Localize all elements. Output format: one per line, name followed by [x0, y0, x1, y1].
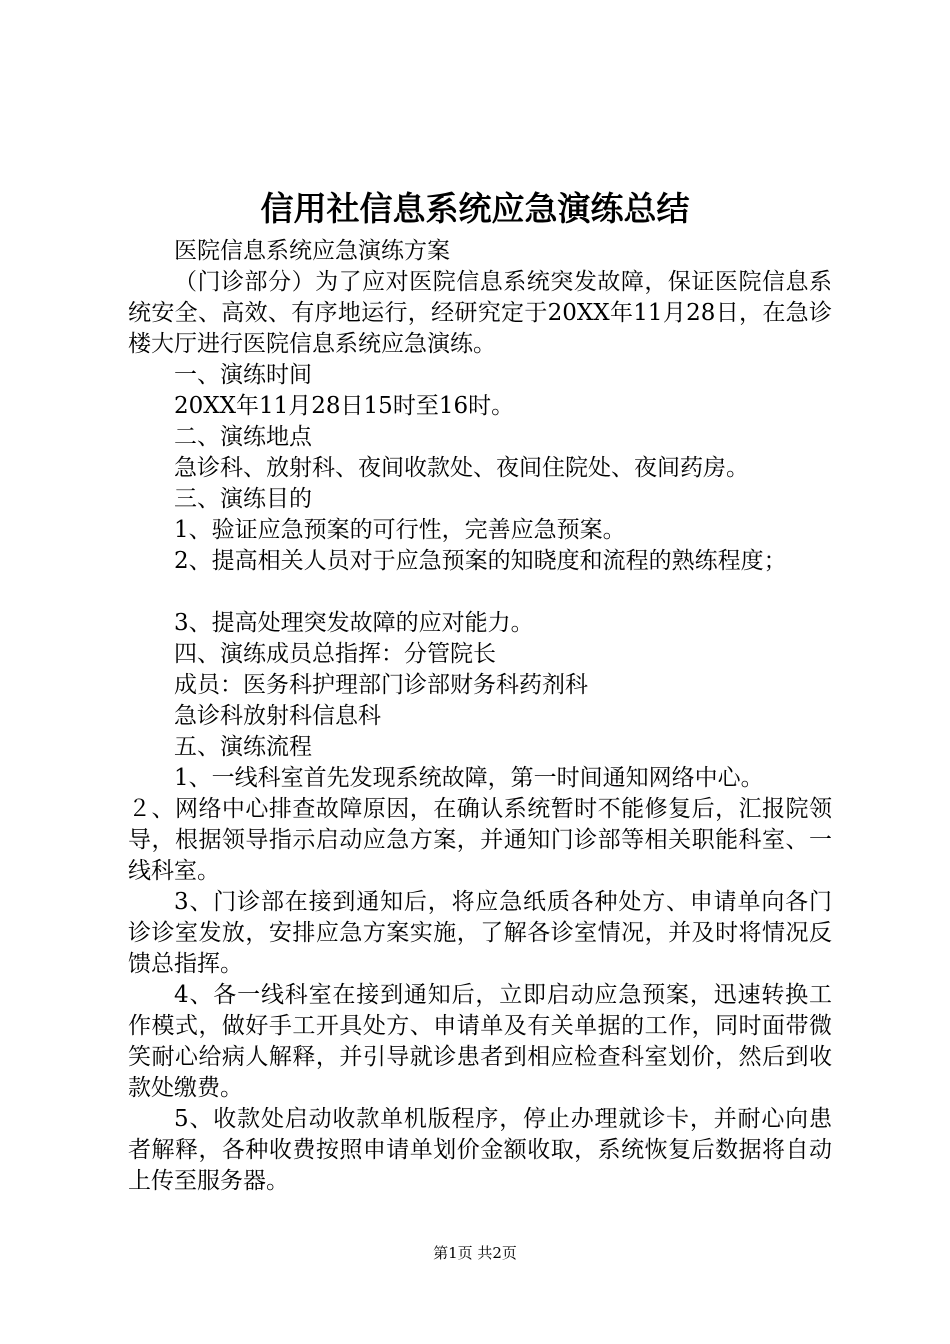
section-heading: 五、演练流程	[174, 734, 312, 760]
section-heading: 四、演练成员总指挥：分管院长	[174, 641, 496, 667]
paragraph: 3、提高处理突发故障的应对能力。	[174, 610, 534, 636]
paragraph: 2、提高相关人员对于应急预案的知晓度和流程的熟练程度；	[174, 548, 787, 574]
blank-line	[128, 577, 832, 608]
paragraph: 4、各一线科室在接到通知后，立即启动应急预案，迅速转换工作模式，做好手工开具处方、申请单及有关单据的工作，同时面带微笑耐心给病人解释，并引导就诊患者到相应检查科室划价，然后到收款处缴费。	[128, 982, 832, 1101]
paragraph: 急诊科、放射科、夜间收款处、夜间住院处、夜间药房。	[174, 455, 749, 481]
paragraph: 5、收款处启动收款单机版程序，停止办理就诊卡，并耐心向患者解释，各种收费按照申请单划价金额收取，系统恢复后数据将自动上传至服务器。	[128, 1106, 832, 1194]
section-heading: 一、演练时间	[174, 362, 312, 388]
paragraph: 1、一线科室首先发现系统故障，第一时间通知网络中心。	[174, 765, 764, 791]
section-heading: 三、演练目的	[174, 486, 312, 512]
document-body	[128, 236, 832, 1197]
paragraph: ２、网络中心排查故障原因，在确认系统暂时不能修复后，汇报院领导，根据领导指示启动应急方案，并通知门诊部等相关职能科室、一线科室。	[128, 796, 832, 884]
paragraph: 成员：医务科护理部门诊部财务科药剂科	[174, 672, 588, 698]
paragraph: 20XX年11月28日15时至16时。	[174, 393, 515, 419]
paragraph: 3、门诊部在接到通知后，将应急纸质各种处方、申请单向各门诊诊室发放，安排应急方案实施，了解各诊室情况，并及时将情况反馈总指挥。	[128, 889, 832, 977]
paragraph: （门诊部分）为了应对医院信息系统突发故障，保证医院信息系统安全、高效、有序地运行，经研究定于20XX年11月28日，在急诊楼大厅进行医院信息系统应急演练。	[128, 269, 832, 357]
paragraph: 急诊科放射科信息科	[174, 703, 381, 729]
section-heading: 二、演练地点	[174, 424, 312, 450]
document-title: 信用社信息系统应急演练总结	[260, 189, 690, 228]
page-footer: 第1页 共2页	[433, 1244, 517, 1262]
paragraph: 医院信息系统应急演练方案	[174, 238, 450, 264]
paragraph: 1、验证应急预案的可行性，完善应急预案。	[174, 517, 626, 543]
